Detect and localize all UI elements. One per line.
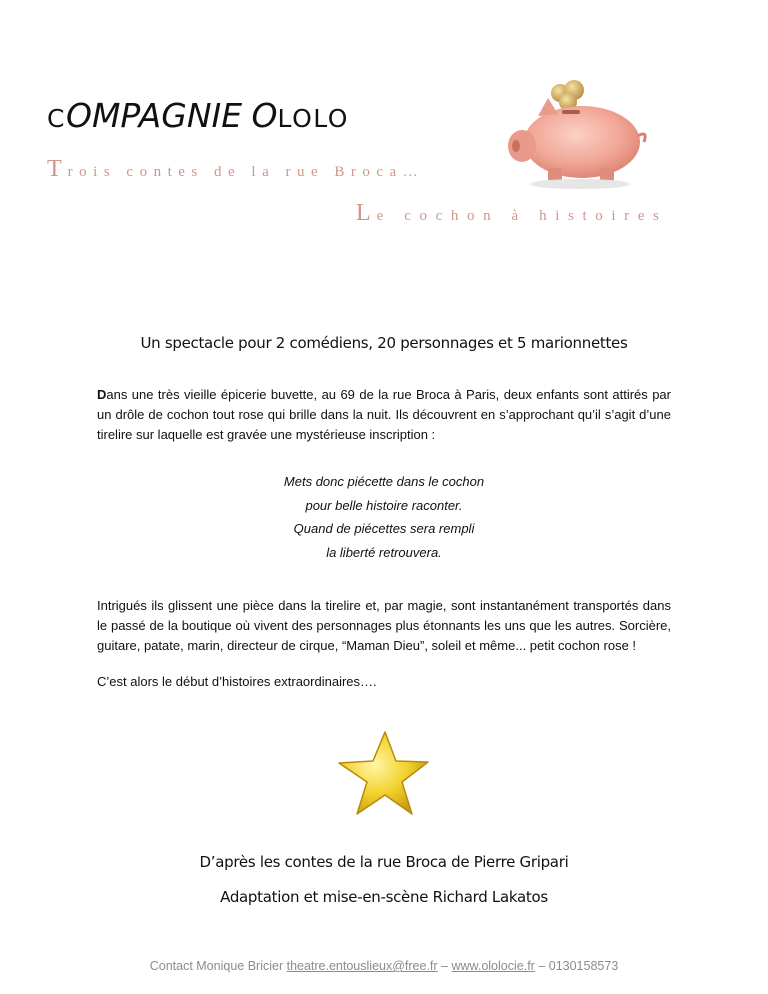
title-text: e cochon à histoires (376, 208, 668, 224)
director-credit: Adaptation et mise-en-scène Richard Lakatos (220, 888, 548, 906)
website-link[interactable]: www.ololocie.fr (451, 959, 535, 973)
footer-separator: – (437, 959, 452, 973)
intro-paragraph (97, 385, 671, 445)
poem-line: Mets donc piécette dans le cochon (283, 474, 485, 489)
story-paragraph: Intrigués ils glissent une pièce dans la tirelire et, par magie, sont instantanément transportés dans le passé de la boutique où vivent des personnages plus étonnants les uns que les autres. Sorcière, guitare, patate, marin, directeur de cirque, “Maman Dieu”, soleil et même... petit cochon rose ! (97, 598, 671, 653)
poem-line: la liberté retrouvera. (326, 544, 442, 560)
subtitle-text: rois contes de la rue Broca… (67, 164, 425, 180)
poem-line: Quand de piécettes sera rempli (293, 521, 475, 536)
show-title (356, 200, 667, 227)
piggy-bank-icon (500, 76, 650, 192)
footer-separator: – (534, 959, 549, 973)
subtitle-initial: T (47, 156, 68, 182)
show-subtitle (47, 156, 424, 183)
title-initial: L (356, 200, 377, 226)
star-icon (335, 728, 431, 820)
source-credit: D’après les contes de la rue Broca de Pierre Gripari (199, 853, 569, 871)
company-initial-o: O (251, 96, 278, 135)
company-initial-c: C (47, 104, 66, 133)
contact-footer (0, 959, 768, 973)
company-name (47, 96, 349, 135)
company-part1: OMPAGNIE (65, 96, 243, 135)
company-part2: LOLO (277, 104, 349, 133)
contact-label: Contact Monique Bricier (149, 959, 287, 973)
intro-dropcap: D (97, 387, 107, 402)
phone-number: 0130158573 (548, 959, 619, 973)
closing-paragraph: C’est alors le début d’histoires extraordinaires…. (97, 674, 377, 689)
inscription-poem (0, 470, 768, 564)
intro-text: ans une très vieille épicerie buvette, au 69 de la rue Broca à Paris, deux enfants sont attirés par un drôle de cochon tout rose qui brille dans la nuit. Ils découvrent en s’approchant qu’il s’agit d’une tirelire sur laquelle est gravée une mystérieuse inscription : (97, 387, 671, 442)
poem-line: pour belle histoire raconter. (305, 497, 463, 513)
email-link[interactable]: theatre.entouslieux@free.fr (286, 959, 438, 973)
tagline: Un spectacle pour 2 comédiens, 20 personnages et 5 marionnettes (140, 334, 628, 352)
